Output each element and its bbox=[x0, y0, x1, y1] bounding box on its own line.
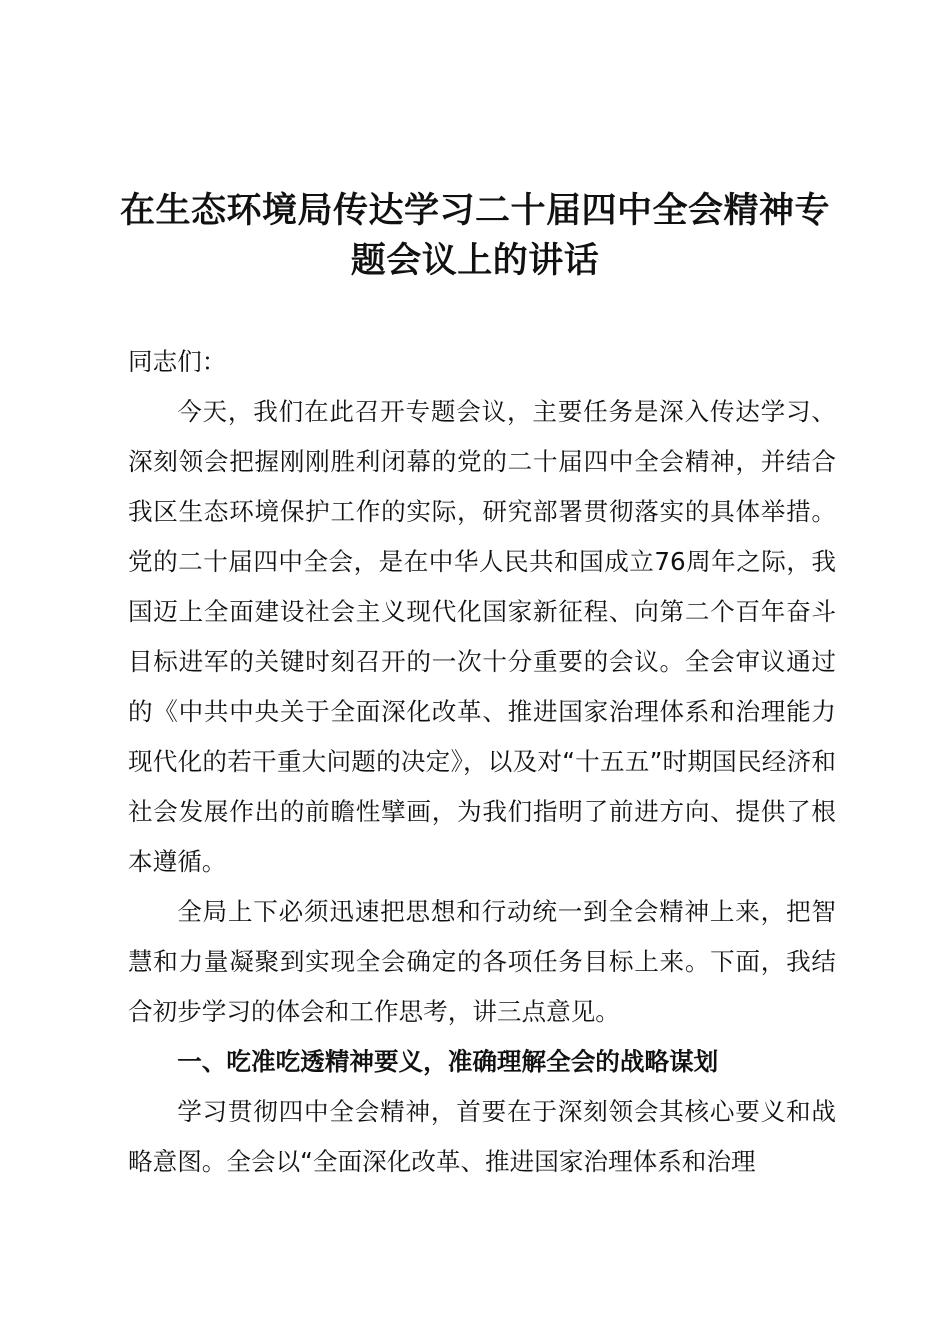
section-paragraph: 学习贯彻四中全会精神，首要在于深刻领会其核心要义和战略意图。全会以“全面深化改革、推进国家治理体系和治理 bbox=[128, 1097, 836, 1176]
document-body bbox=[128, 337, 836, 1187]
salutation: 同志们： bbox=[128, 347, 227, 376]
paragraph-intro: 今天，我们在此召开专题会议，主要任务是深入传达学习、深刻领会把握刚刚胜利闭幕的党的二十届四中全会精神，并结合我区生态环境保护工作的实际，研究部署贯彻落实的具体举措。党的二十届四中全会，是在中华人民共和国成立76周年之际，我国迈上全面建设社会主义现代化国家新征程、向第二个百年奋斗目标进军的关键时刻召开的一次十分重要的会议。全会审议通过的《中共中央关于全面深化改革、推进国家治理体系和治理能力现代化的若干重大问题的决定》，以及对“十五五”时期国民经济和社会发展作出的前瞻性擘画，为我们指明了前进方向、提供了根本遵循。 bbox=[128, 397, 836, 876]
document-title: 在生态环境局传达学习二十届四中全会精神专题会议上的讲话 bbox=[119, 191, 830, 281]
paragraph-overview: 全局上下必须迅速把思想和行动统一到全会精神上来，把智慧和力量凝聚到实现全会确定的各项任务目标上来。下面，我结合初步学习的体会和工作思考，讲三点意见。 bbox=[128, 897, 836, 1026]
section-heading: 一、吃准吃透精神要义，准确理解全会的战略谋划 bbox=[177, 1047, 719, 1076]
